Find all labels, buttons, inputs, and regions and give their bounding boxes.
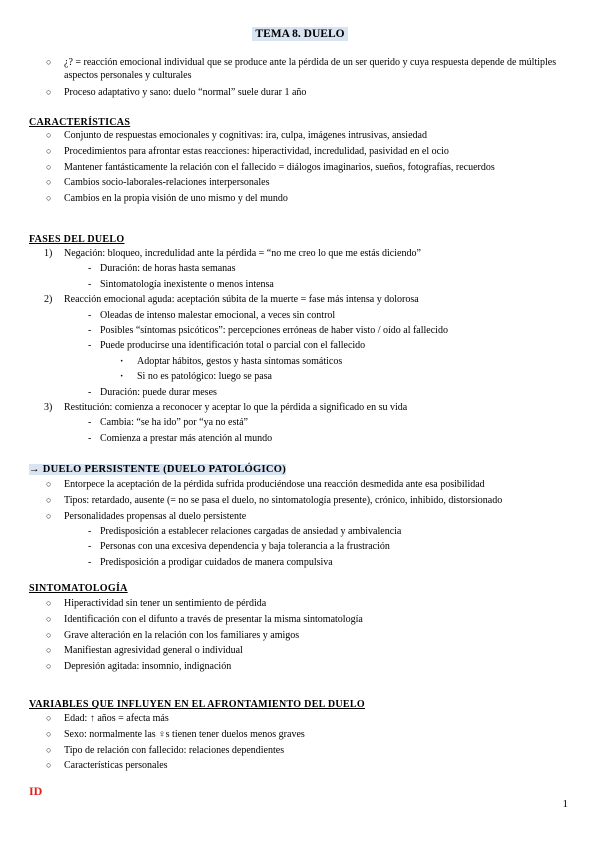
list-item: ○ Manifiestan agresividad general o individual <box>40 643 570 659</box>
list-item: ○ Características personales <box>40 758 570 774</box>
list-item: ○ Conjunto de respuestas emocionales y cognitivas: ira, culpa, imágenes intrusivas, ansiedad <box>40 128 570 144</box>
list-item: ○ Identificación con el difunto a través de presentar la misma sintomatología <box>40 612 570 628</box>
sub-item: - Predisposición a establecer relaciones cargadas de ansiedad y ambivalencia <box>40 524 570 539</box>
fase-item: 2) Reacción emocional aguda: aceptación súbita de la muerte = fase más intensa y dolorosa <box>44 294 419 306</box>
sub-item: - Sintomatología inexistente o menos intensa <box>40 277 570 292</box>
id-mark: ID <box>29 784 43 798</box>
sintomatologia-list <box>40 596 570 675</box>
list-item: ○ Proceso adaptativo y sano: duelo “normal” suele durar 1 año <box>40 85 570 101</box>
section-heading-fases: FASES DEL DUELO <box>29 234 125 245</box>
list-item: ○ Depresión agitada: insomnio, indignación <box>40 659 570 675</box>
list-item: ○ Tipos: retardado, ausente (= no se pasa el duelo, no sintomatología presente), crónico, inhibido, distorsionado <box>40 493 570 509</box>
section-heading-variables: VARIABLES QUE INFLUYEN EN EL AFRONTAMIENTO DEL DUELO <box>29 699 365 710</box>
list-item: ○ ¿? = reacción emocional individual que se produce ante la pérdida de un ser querido y cuya respuesta depende de múltiples aspectos personales y culturales <box>40 56 570 85</box>
page-number: 1 <box>562 798 568 810</box>
variables-list <box>40 711 570 774</box>
sub-item: - Comienza a prestar más atención al mundo <box>40 431 570 446</box>
list-item: ○ Sexo: normalmente las ♀s tienen tener duelos menos graves <box>40 727 570 743</box>
fase-item: 1) Negación: bloqueo, incredulidad ante la pérdida = “no me creo lo que me estás diciendo” <box>44 248 421 259</box>
sub-sub-item: · Si no es patológico: luego se pasa <box>40 369 570 384</box>
list-item: ○ Cambios en la propia visión de uno mismo y del mundo <box>40 191 570 207</box>
section-heading-caracteristicas: CARACTERÍSTICAS <box>29 117 131 128</box>
fases-list <box>40 246 570 446</box>
sub-item: - Duración: puede durar meses <box>40 385 570 400</box>
intro-list <box>40 56 570 101</box>
list-item: ○ Entorpece la aceptación de la pérdida sufrida produciéndose una reacción desmedida ante esa posibilidad <box>40 477 570 493</box>
list-item: ○ Grave alteración en la relación con los familiares y amigos <box>40 628 570 644</box>
sub-item: - Posibles “síntomas psicóticos”: percepciones erróneas de haber visto / oído al fallecido <box>40 323 570 338</box>
list-item: ○ Procedimientos para afrontar estas reacciones: hiperactividad, incredulidad, pasividad en el ocio <box>40 144 570 160</box>
sub-item: - Personas con una excesiva dependencia y baja tolerancia a la frustración <box>40 539 570 554</box>
persistente-sublist <box>40 524 570 570</box>
fase-item: 3) Restitución: comienza a reconocer y aceptar lo que la pérdida a significado en su vida <box>44 402 408 414</box>
section-heading-sintomatologia: SINTOMATOLOGÍA <box>29 583 128 594</box>
sub-item: - Duración: de horas hasta semanas <box>40 261 570 276</box>
sub-item: - Predisposición a prodigar cuidados de manera compulsiva <box>40 555 570 570</box>
section-heading-persistente: → DUELO PERSISTENTE (DUELO PATOLÓGICO) <box>29 464 287 475</box>
list-item: ○ Tipo de relación con fallecido: relaciones dependientes <box>40 743 570 759</box>
list-item: ○ Mantener fantásticamente la relación con el fallecido = diálogos imaginarios, sueños, fotografías, recuerdos <box>40 160 570 176</box>
list-item: ○ Edad: ↑ años = afecta más <box>40 711 570 727</box>
list-item: ○ Hiperactividad sin tener un sentimiento de pérdida <box>40 596 570 612</box>
caracteristicas-list <box>40 128 570 207</box>
sub-item: - Oleadas de intenso malestar emocional, a veces sin control <box>40 308 570 323</box>
list-item: ○ Personalidades propensas al duelo persistente <box>40 509 570 525</box>
sub-item: - Cambia: “se ha ido” por “ya no está” <box>40 415 570 430</box>
sub-item: - Puede producirse una identificación total o parcial con el fallecido <box>40 338 570 353</box>
persistente-list <box>40 477 570 524</box>
page-title: TEMA 8. DUELO <box>0 28 600 40</box>
sub-sub-item: · Adoptar hábitos, gestos y hasta síntomas somáticos <box>40 354 570 369</box>
list-item: ○ Cambios socio-laborales-relaciones interpersonales <box>40 175 570 191</box>
